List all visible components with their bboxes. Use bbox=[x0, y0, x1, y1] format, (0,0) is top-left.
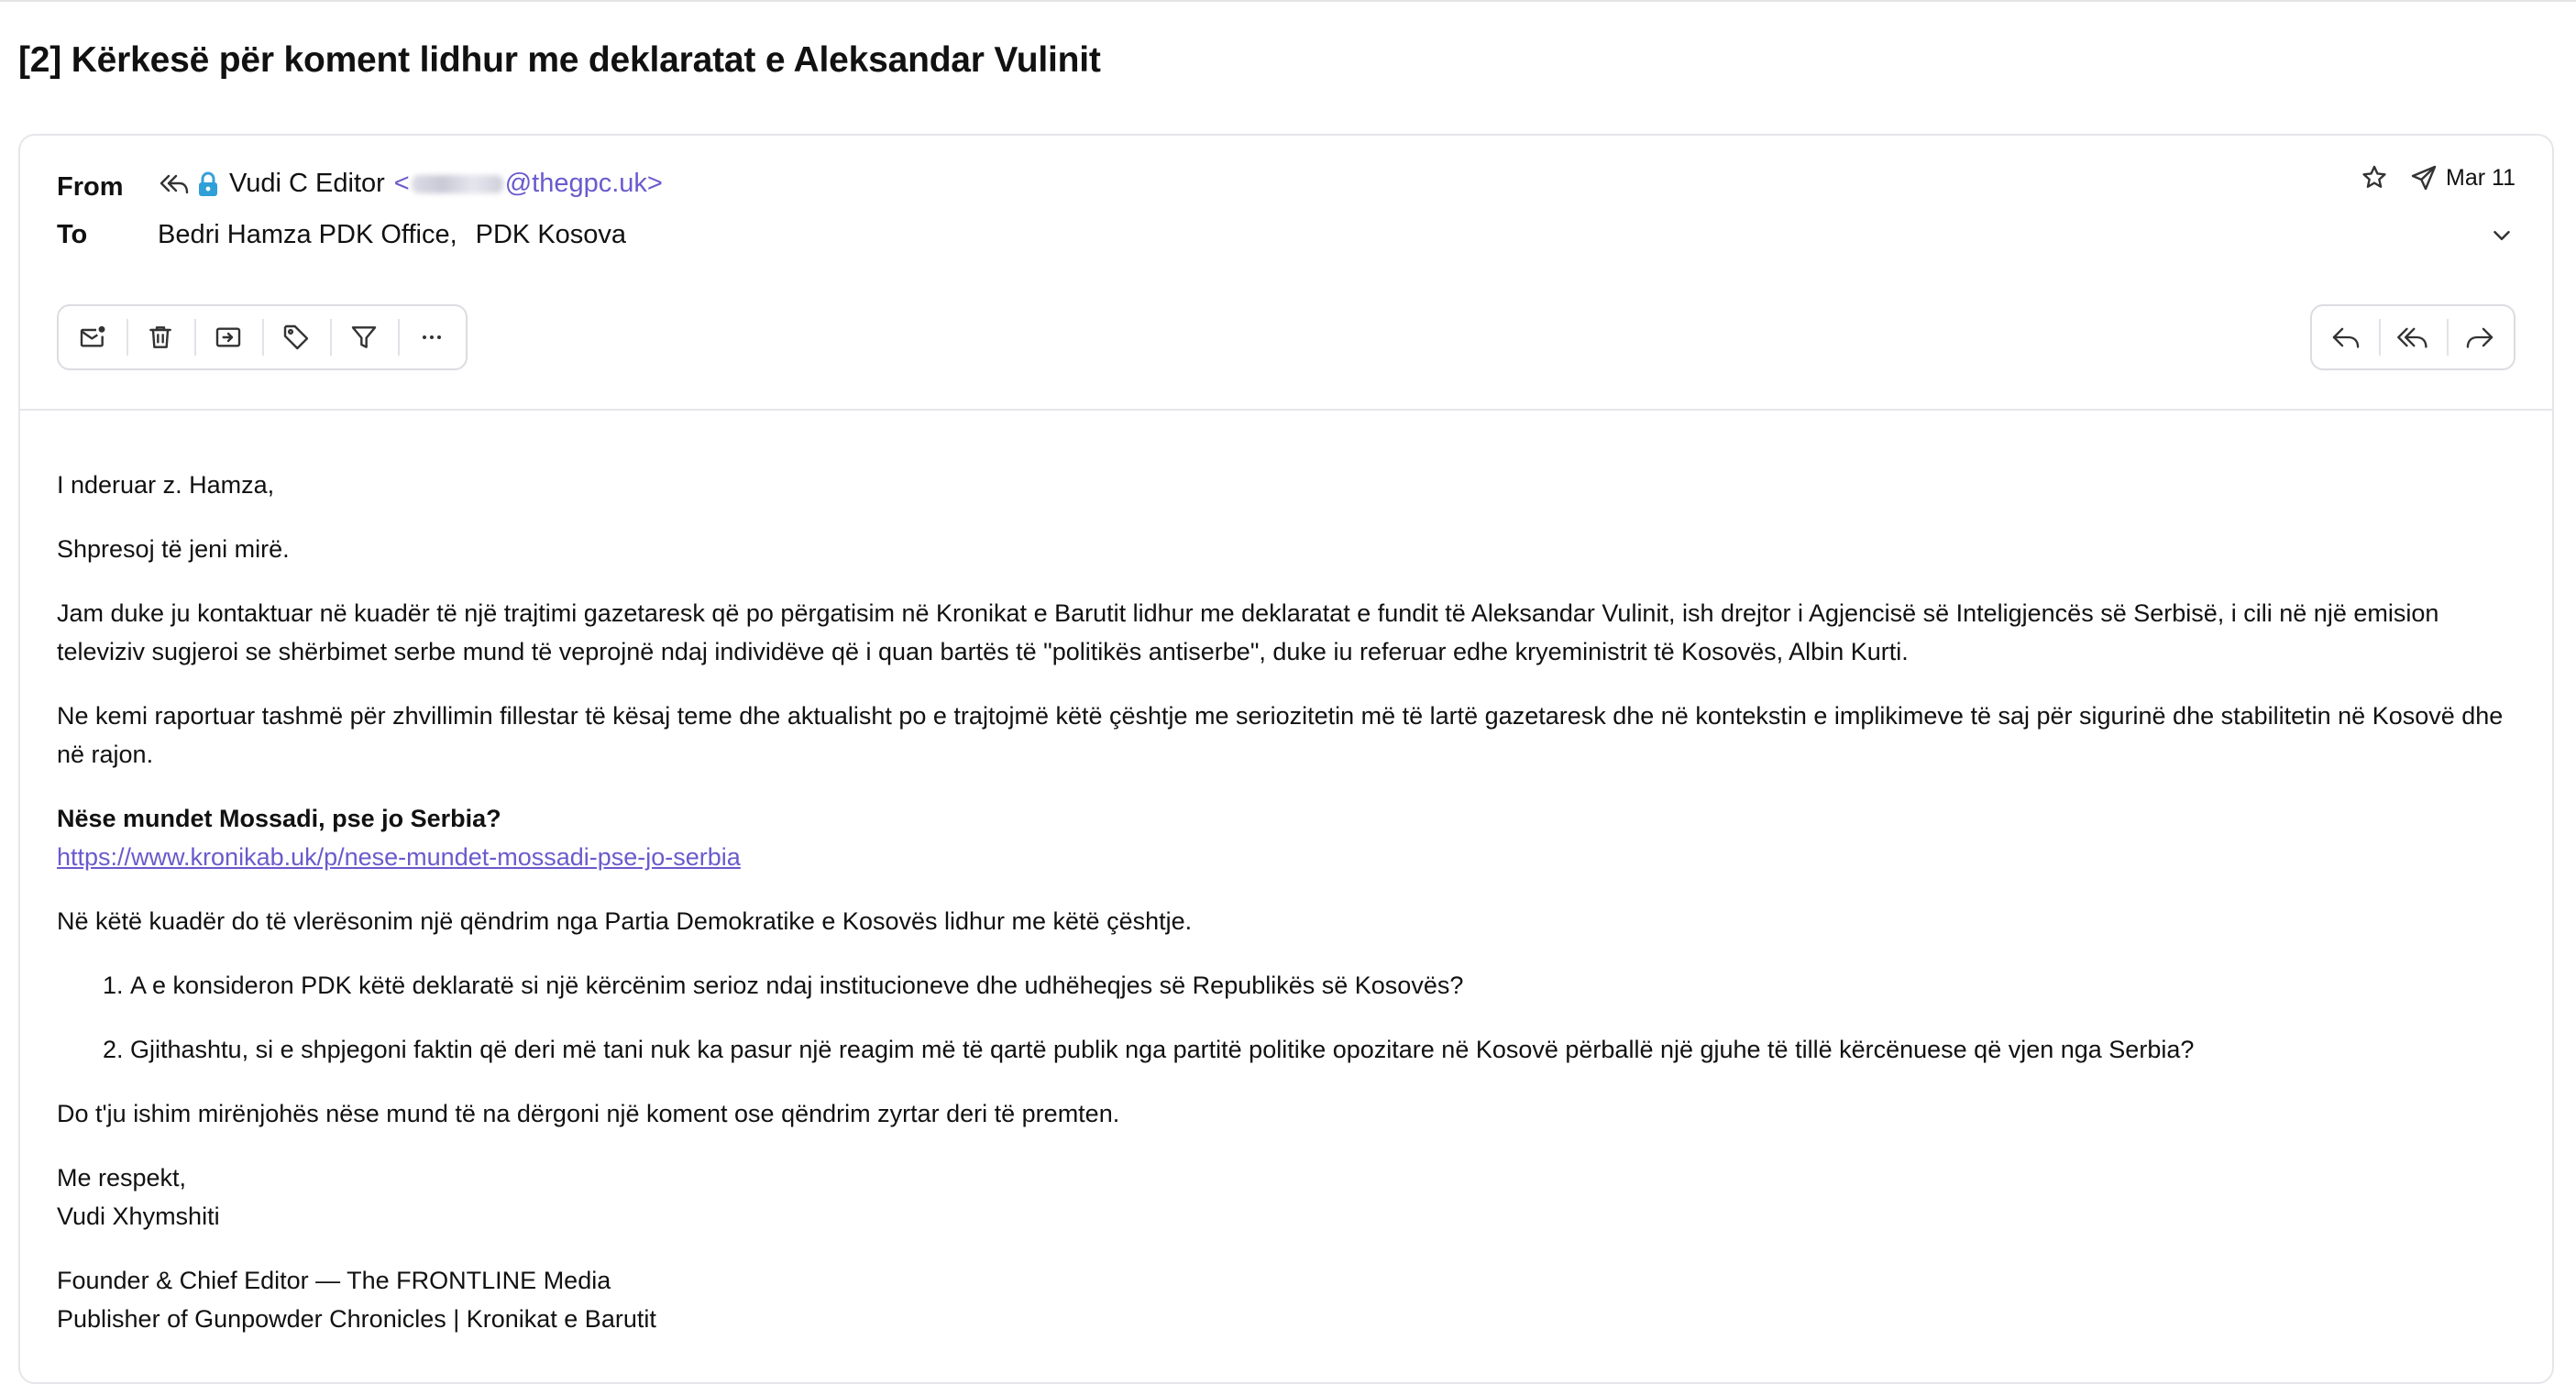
filter-icon bbox=[349, 323, 379, 352]
to-value bbox=[158, 220, 644, 250]
move-to-folder-icon bbox=[214, 323, 243, 352]
reply-all-button[interactable] bbox=[2379, 306, 2446, 368]
mark-unread-icon bbox=[78, 323, 107, 352]
delete-button[interactable] bbox=[127, 306, 194, 368]
body-paragraph: Do t'ju ishim mirënjohës nëse mund të na dërgoni një koment ose qëndrim zyrtar deri të premten. bbox=[57, 1100, 1120, 1127]
from-value bbox=[158, 169, 663, 199]
more-icon bbox=[417, 323, 446, 352]
filter-button[interactable] bbox=[330, 306, 398, 368]
star-icon[interactable] bbox=[2360, 163, 2389, 192]
reply-icon bbox=[2330, 323, 2361, 352]
reply-all-icon bbox=[2397, 323, 2428, 352]
sender-name[interactable]: Vudi C Editor bbox=[229, 169, 385, 198]
sender-email-open: < bbox=[393, 169, 410, 198]
sign-off bbox=[57, 1159, 2523, 1236]
message-body bbox=[57, 466, 2523, 1364]
message-date: Mar 11 bbox=[2446, 164, 2515, 191]
trash-icon bbox=[146, 323, 175, 352]
body-paragraph: Ne kemi raportuar tashmë për zhvillimin fillestar të kësaj teme dhe aktualisht po e trajtojmë këtë çështje me seriozitetin më të lartë gazetaresk dhe në kontekstin e implikimeve të saj për sigurinë dhe stabilitetin në Kosovë dhe në rajon. bbox=[57, 702, 2504, 768]
replied-all-icon bbox=[158, 170, 191, 198]
signature bbox=[57, 1261, 2523, 1338]
body-paragraph: Në këtë kuadër do të vlerësonim një qëndrim nga Partia Demokratike e Kosovës lidhur me këtë çështje. bbox=[57, 907, 1193, 935]
email-subject: [2] Kërkesë për koment lidhur me deklaratat e Aleksandar Vulinit bbox=[18, 40, 1101, 80]
recipient[interactable]: PDK Kosova bbox=[475, 220, 627, 249]
chevron-down-icon[interactable] bbox=[2488, 222, 2515, 249]
recipient[interactable]: Bedri Hamza PDK Office, bbox=[158, 220, 457, 249]
body-paragraph: Shpresoj të jeni mirë. bbox=[57, 535, 290, 563]
message-actions-toolbar bbox=[57, 304, 468, 370]
top-divider bbox=[0, 0, 2576, 2]
list-item: 2. Gjithashtu, si e shpjegoni faktin që deri më tani nuk ka pasur një reagim më të qartë publik nga partitë politike opozitare në Kosovë përballë një gjuhe të tillë kërcënuese që vjen nga Serbia? bbox=[130, 1030, 2523, 1069]
greeting: I nderuar z. Hamza, bbox=[57, 471, 275, 499]
sender-email-domain: @thegpc.uk> bbox=[504, 169, 663, 198]
body-paragraph: Jam duke ju kontaktuar në kuadër të një trajtimi gazetaresk që po përgatisim në Kronikat e Barutit lidhur me deklaratat e fundit të Aleksandar Vulinit, ish drejtor i Agjencisë së Inteligjencës së Serbisë, i cili në një emision televiziv sugjeroi se shërbimet serbe mund të veprojnë ndaj individëve që i quan bartës të "politikës antiserbe", duke iu referuar edhe kryeministrit të Kosovës, Albin Kurti. bbox=[57, 599, 2439, 665]
article-link[interactable]: https://www.kronikab.uk/p/nese-mundet-mossadi-pse-jo-serbia bbox=[57, 843, 741, 871]
forward-icon bbox=[2464, 323, 2495, 352]
header-divider bbox=[20, 409, 2552, 411]
signature-line: Founder & Chief Editor — The FRONTLINE Media bbox=[57, 1267, 611, 1294]
article-reference bbox=[57, 799, 2523, 876]
question-list bbox=[57, 966, 2523, 1069]
signature-line: Publisher of Gunpowder Chronicles | Kronikat e Barutit bbox=[57, 1305, 656, 1333]
message-card bbox=[18, 134, 2554, 1384]
lock-icon bbox=[196, 170, 220, 198]
tag-button[interactable] bbox=[262, 306, 330, 368]
reply-button[interactable] bbox=[2312, 306, 2379, 368]
list-item: 1. A e konsideron PDK këtë deklaratë si një kërcënim serioz ndaj institucioneve dhe udhëheqjes së Republikës së Kosovës? bbox=[130, 966, 2523, 1005]
from-label: From bbox=[57, 172, 124, 202]
mark-unread-button[interactable] bbox=[59, 306, 127, 368]
redacted-email bbox=[412, 175, 503, 193]
more-button[interactable] bbox=[398, 306, 466, 368]
signer-name: Vudi Xhymshiti bbox=[57, 1203, 220, 1230]
move-button[interactable] bbox=[194, 306, 262, 368]
sent-icon bbox=[2409, 163, 2438, 192]
article-title: Nëse mundet Mossadi, pse jo Serbia? bbox=[57, 805, 501, 832]
to-label: To bbox=[57, 220, 88, 249]
reply-toolbar bbox=[2310, 304, 2515, 370]
signoff-text: Me respekt, bbox=[57, 1164, 187, 1192]
sender-email[interactable] bbox=[394, 169, 663, 199]
tag-icon bbox=[281, 323, 311, 352]
forward-button[interactable] bbox=[2447, 306, 2514, 368]
message-meta bbox=[2360, 163, 2515, 192]
